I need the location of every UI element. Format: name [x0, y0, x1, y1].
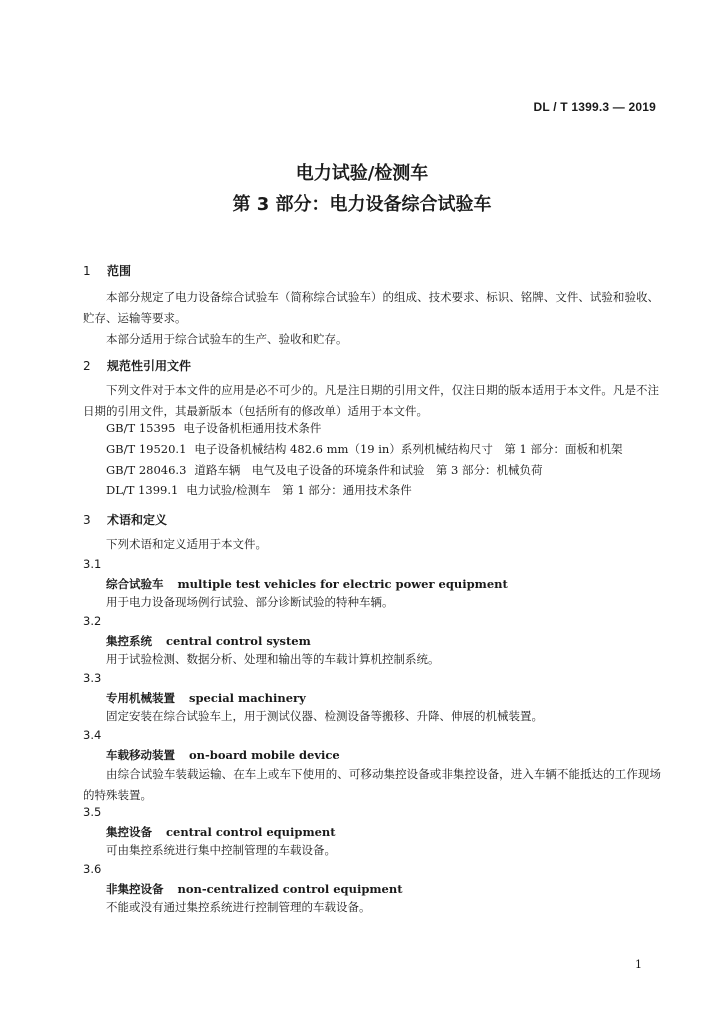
term-en: central control equipment — [166, 825, 336, 839]
term-en: on-board mobile device — [189, 748, 340, 762]
term-number: 3.4 — [83, 728, 102, 742]
term-number: 3.2 — [83, 614, 102, 628]
page-number: 1 — [635, 958, 642, 971]
paragraph: 下列文件对于本文件的应用是必不可少的。凡是注日期的引用文件，仅注日期的版本适用于本文件。凡是不注日期的引用文件，其最新版本（包括所有的修改单）适用于本文件。 — [83, 383, 659, 418]
term-en: special machinery — [189, 691, 306, 705]
term-entry — [106, 747, 340, 763]
reference-title: 道路车辆 电气及电子设备的环境条件和试验 第 3 部分：机械负荷 — [194, 463, 543, 477]
term-cn: 专用机械装置 — [106, 691, 175, 705]
term-cn: 集控设备 — [106, 825, 152, 839]
section-heading-terms — [83, 511, 167, 528]
reference-item — [106, 462, 543, 478]
term-entry — [106, 824, 336, 840]
paragraph: 下列术语和定义适用于本文件。 — [106, 537, 267, 551]
standard-code: DL / T 1399.3 — 2019 — [533, 100, 656, 114]
reference-code: GB/T 15395 — [106, 421, 176, 435]
term-cn: 非集控设备 — [106, 882, 164, 896]
term-definition: 用于试验检测、数据分析、处理和输出等的车载计算机控制系统。 — [106, 652, 440, 666]
section-heading-scope — [83, 262, 131, 279]
section-number: 3 — [83, 513, 91, 527]
term-number: 3.3 — [83, 671, 102, 685]
section-heading-normative-references — [83, 357, 191, 374]
paragraph: 本部分规定了电力设备综合试验车（简称综合试验车）的组成、技术要求、标识、铭牌、文件、试验和验收、贮存、运输等要求。 — [83, 290, 659, 325]
section-title: 范围 — [107, 264, 132, 278]
term-en: multiple test vehicles for electric power equipment — [177, 577, 508, 591]
term-entry — [106, 633, 311, 649]
term-definition: 固定安装在综合试验车上，用于测试仪器、检测设备等搬移、升降、伸展的机械装置。 — [106, 709, 543, 723]
section-number: 2 — [83, 359, 91, 373]
term-definition: 由综合试验车装载运输、在车上或车下使用的、可移动集控设备或非集控设备，进入车辆不能抵达的工作现场的特殊装置。 — [83, 767, 661, 802]
reference-item — [106, 441, 622, 457]
section-title: 规范性引用文件 — [107, 359, 192, 373]
term-entry — [106, 690, 306, 706]
term-definition: 用于电力设备现场例行试验、部分诊断试验的特种车辆。 — [106, 595, 394, 609]
reference-code: GB/T 28046.3 — [106, 463, 187, 477]
term-cn: 车载移动装置 — [106, 748, 175, 762]
term-en: non-centralized control equipment — [177, 882, 403, 896]
section-number: 1 — [83, 264, 91, 278]
term-en: central control system — [166, 634, 311, 648]
reference-item — [106, 420, 321, 436]
reference-code: DL/T 1399.1 — [106, 483, 179, 497]
paragraph: 本部分适用于综合试验车的生产、验收和贮存。 — [106, 332, 348, 346]
section-title: 术语和定义 — [107, 513, 168, 527]
reference-title: 电子设备机械结构 482.6 mm（19 in）系列机械结构尺寸 第 1 部分：面板和机架 — [194, 442, 623, 456]
doc-title-line1: 电力试验/检测车 — [295, 163, 429, 184]
reference-item — [106, 482, 412, 498]
term-entry — [106, 881, 403, 897]
term-number: 3.5 — [83, 805, 102, 819]
term-number: 3.6 — [83, 862, 102, 876]
reference-title: 电力试验/检测车 第 1 部分：通用技术条件 — [186, 483, 412, 497]
term-entry — [106, 576, 508, 592]
doc-title-line2: 第 3 部分：电力设备综合试验车 — [232, 194, 492, 215]
term-cn: 集控系统 — [106, 634, 152, 648]
term-number: 3.1 — [83, 557, 102, 571]
reference-code: GB/T 19520.1 — [106, 442, 187, 456]
reference-title: 电子设备机柜通用技术条件 — [183, 421, 322, 435]
term-definition: 不能或没有通过集控系统进行控制管理的车载设备。 — [106, 900, 371, 914]
term-definition: 可由集控系统进行集中控制管理的车载设备。 — [106, 843, 336, 857]
term-cn: 综合试验车 — [106, 577, 164, 591]
